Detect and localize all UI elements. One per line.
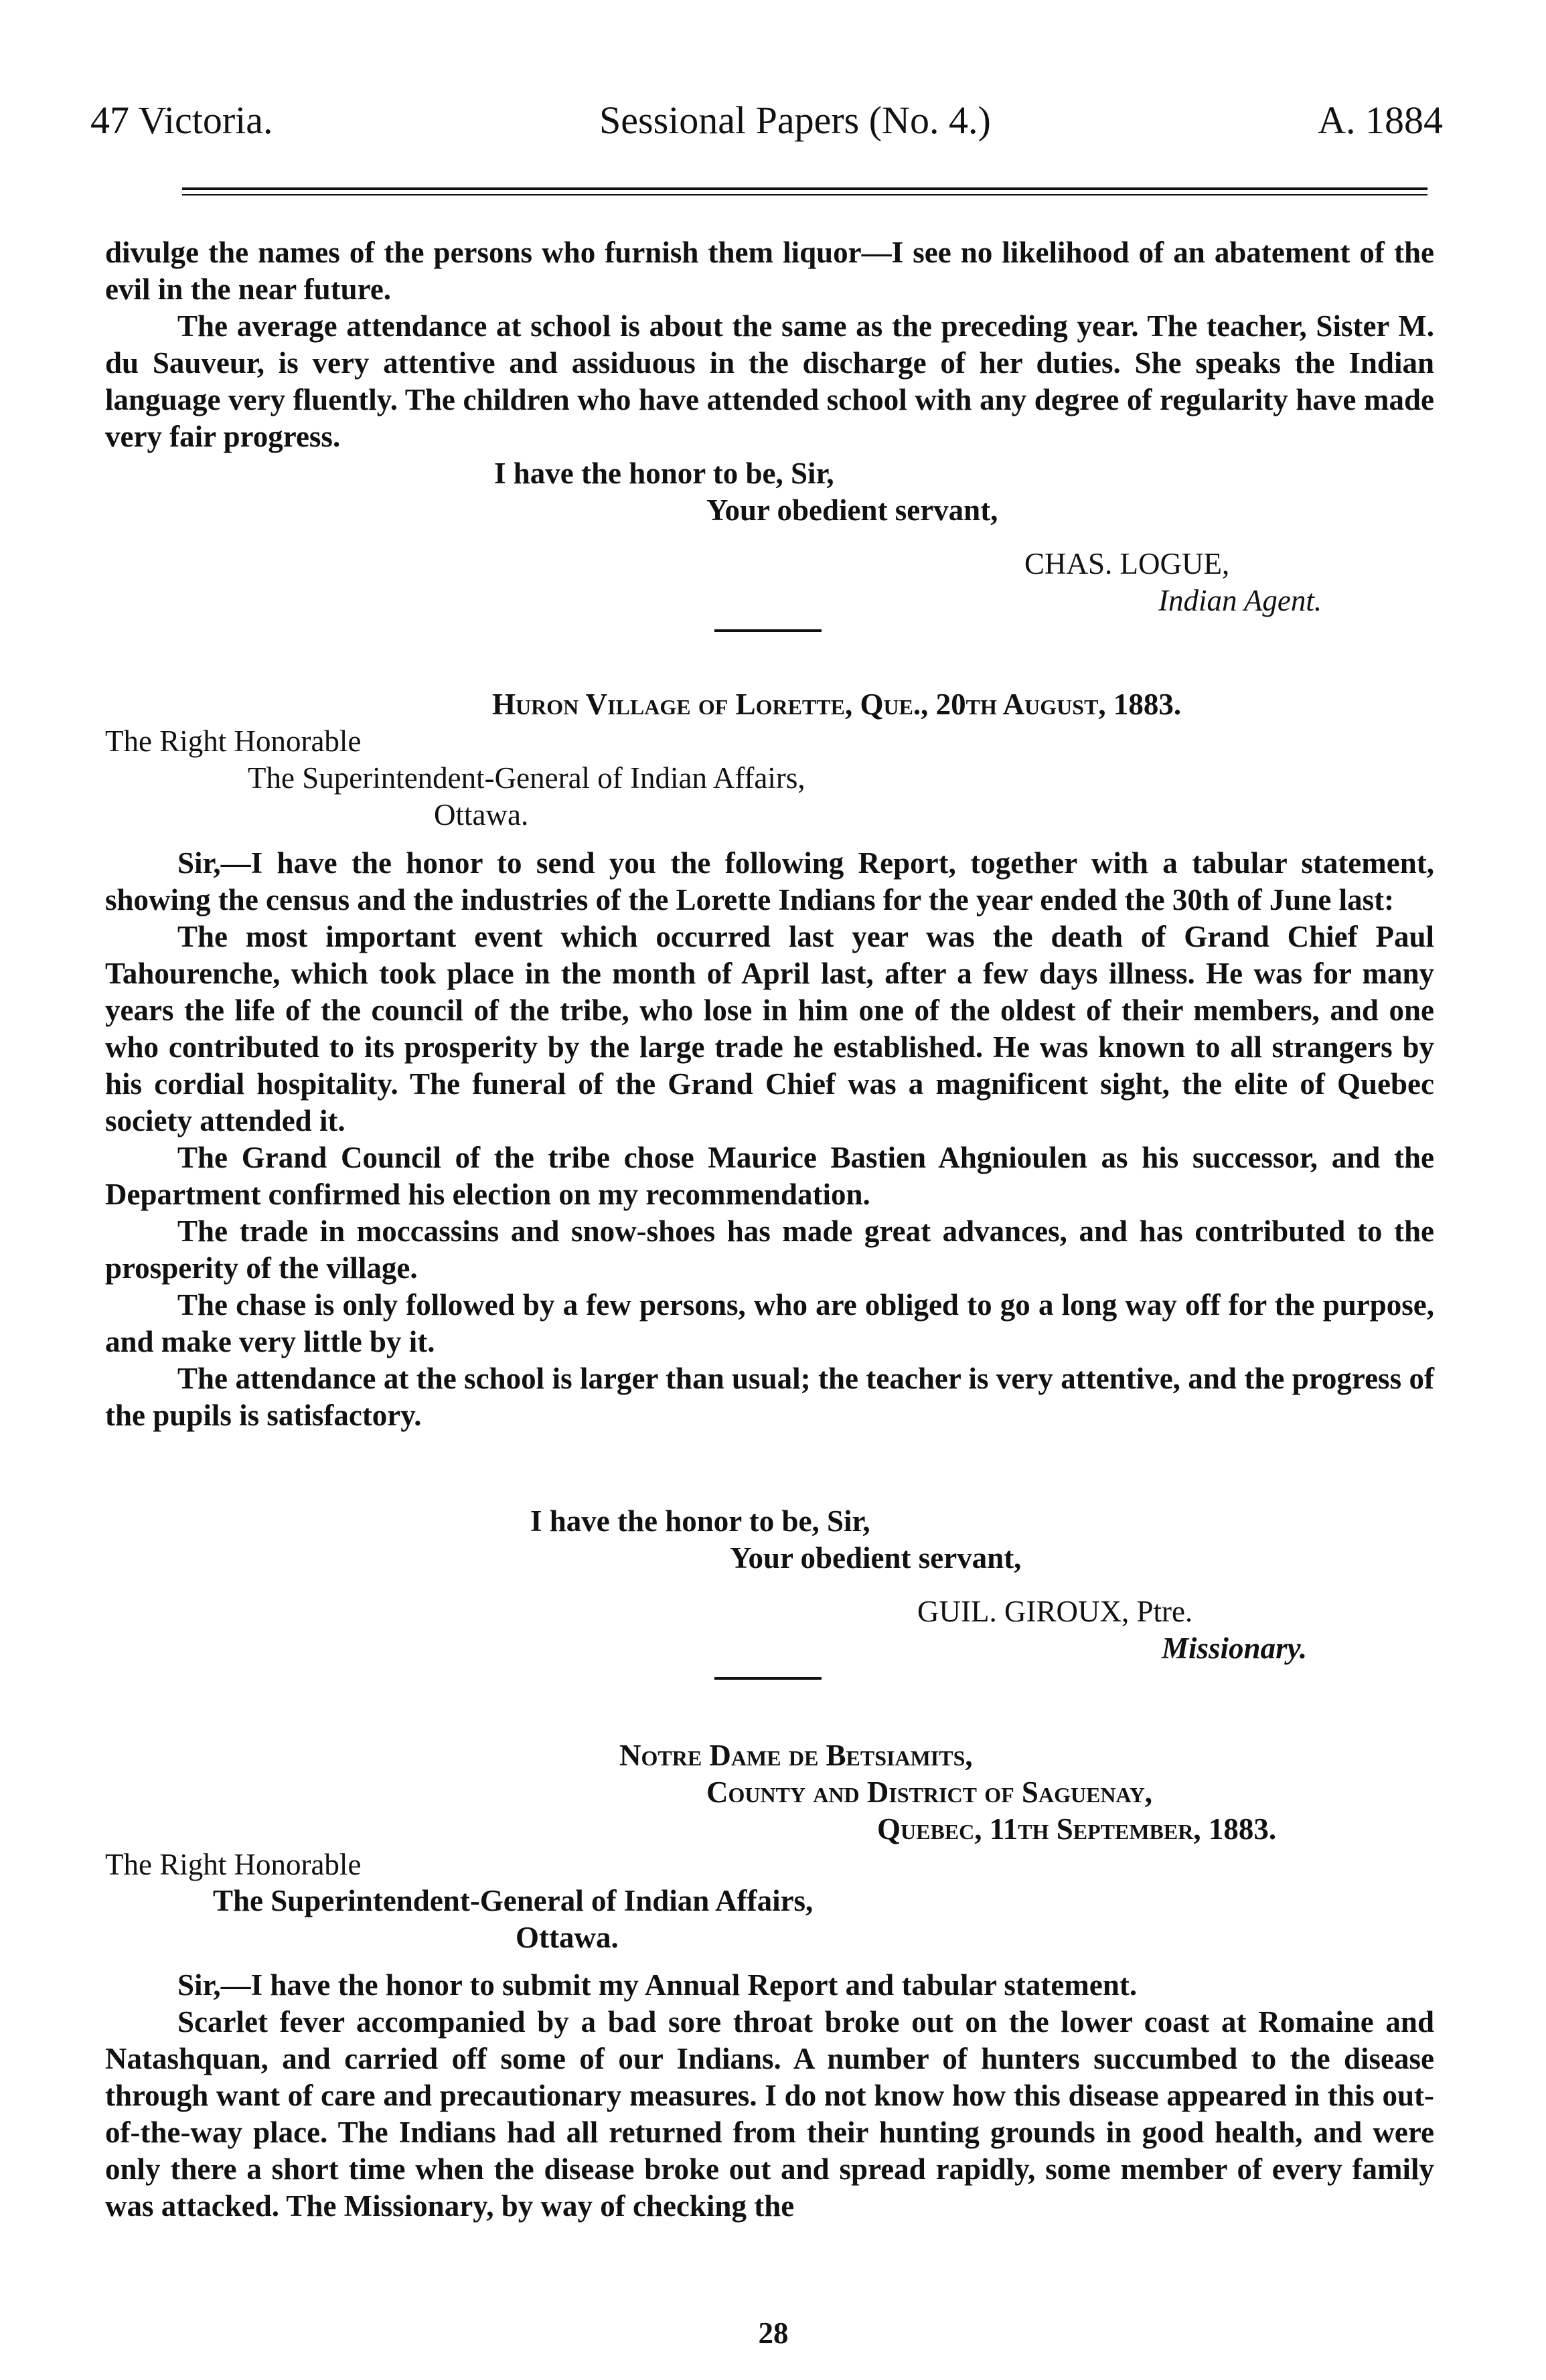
- addressee-line: The Superintendent-General of Indian Affairs,: [248, 761, 805, 795]
- addressee-line: Ottawa.: [434, 798, 529, 831]
- signature: GUIL. GIROUX, Ptre.: [917, 1595, 1193, 1628]
- paragraph: The most important event which occurred last year was the death of Grand Chief Paul Tahourenche, which took place in the month of April last, after a few days illness. He was for many years the life of the council of the tribe, who lose in him one of the oldest of their members, and one who contributed to its prosperity by the large trade he established. He was known to all strangers by his cordial hospitality. The funeral of the Grand Chief was a magnificent sight, the elite of Quebec society attended it.: [105, 920, 1434, 1137]
- addressee-line: Ottawa.: [516, 1921, 619, 1954]
- running-header: [90, 97, 1443, 144]
- paragraph: Sir,—I have the honor to send you the following Report, together with a tabular statement, showing the census and the industries of the Lorette Indians for the year ended the 30th of June last:: [105, 846, 1434, 917]
- closing-servant: Your obedient servant,: [706, 493, 998, 527]
- header-rule: [182, 187, 1427, 190]
- paragraph: Scarlet fever accompanied by a bad sore throat broke out on the lower coast at Romaine and Natashquan, and carried off some of our Indians. A number of hunters succumbed to the disease through want of care and precautionary measures. I do not know how this disease appeared in this out-of-the-way place. The Indians had all returned from their hunting grounds in good health, and were only there a short time when the disease broke out and spread rapidly, some member of every family was attacked. The Missionary, by way of checking the: [105, 2005, 1434, 2223]
- letter2-body: [105, 845, 1434, 1434]
- paragraph: Sir,—I have the honor to submit my Annual Report and tabular statement.: [177, 1968, 1138, 2002]
- closing-servant: Your obedient servant,: [730, 1541, 1022, 1575]
- section-separator: [714, 629, 822, 632]
- section-separator: [714, 1677, 822, 1680]
- header-title: Sessional Papers (No. 4.): [599, 98, 991, 142]
- paragraph: The Grand Council of the tribe chose Maurice Bastien Ahgnioulen as his successor, and the Department confirmed his election on my recommendation.: [105, 1141, 1434, 1211]
- letter3-body: [105, 1967, 1434, 2225]
- paragraph: The trade in moccassins and snow-shoes has made great advances, and has contributed to the prosperity of the village.: [105, 1214, 1434, 1285]
- paragraph: The chase is only followed by a few persons, who are obliged to go a long way off for the purpose, and make very little by it.: [105, 1288, 1434, 1358]
- paragraph: The average attendance at school is about the same as the preceding year. The teacher, Sister M. du Sauveur, is very attentive and assiduous in the discharge of her duties. She speaks the Indian language very fluently. The children who have attended school with any degree of regularity have made very fair progress.: [105, 309, 1434, 453]
- closing-honor: I have the honor to be, Sir,: [530, 1504, 870, 1538]
- header-rule-thin: [182, 194, 1427, 195]
- signature: CHAS. LOGUE,: [1024, 547, 1230, 580]
- signatory-title: Missionary.: [1162, 1632, 1308, 1665]
- closing-honor: I have the honor to be, Sir,: [494, 457, 834, 490]
- header-volume: 47 Victoria.: [90, 98, 273, 142]
- letter-date: Quebec, 11th September, 1883.: [877, 1812, 1277, 1846]
- signatory-title: Indian Agent.: [1158, 584, 1322, 617]
- letter-place: Notre Dame de Betsiamits,: [619, 1739, 973, 1772]
- paragraph: divulge the names of the persons who furnish them liquor—I see no likelihood of an abatement of the evil in the near future.: [105, 236, 1434, 306]
- paragraph: The attendance at the school is larger than usual; the teacher is very attentive, and the progress of the pupils is satisfactory.: [105, 1362, 1434, 1432]
- letter-place-date: Huron Village of Lorette, Que., 20th August, 1883.: [492, 688, 1182, 721]
- addressee-line: The Right Honorable: [105, 724, 362, 758]
- letter-place: County and District of Saguenay,: [706, 1775, 1153, 1809]
- letter1-body: [105, 234, 1434, 455]
- addressee-line: The Right Honorable: [105, 1848, 362, 1881]
- addressee-line: The Superintendent-General of Indian Affairs,: [213, 1884, 814, 1917]
- header-year: A. 1884: [1318, 98, 1443, 142]
- page-number: 28: [758, 2316, 789, 2350]
